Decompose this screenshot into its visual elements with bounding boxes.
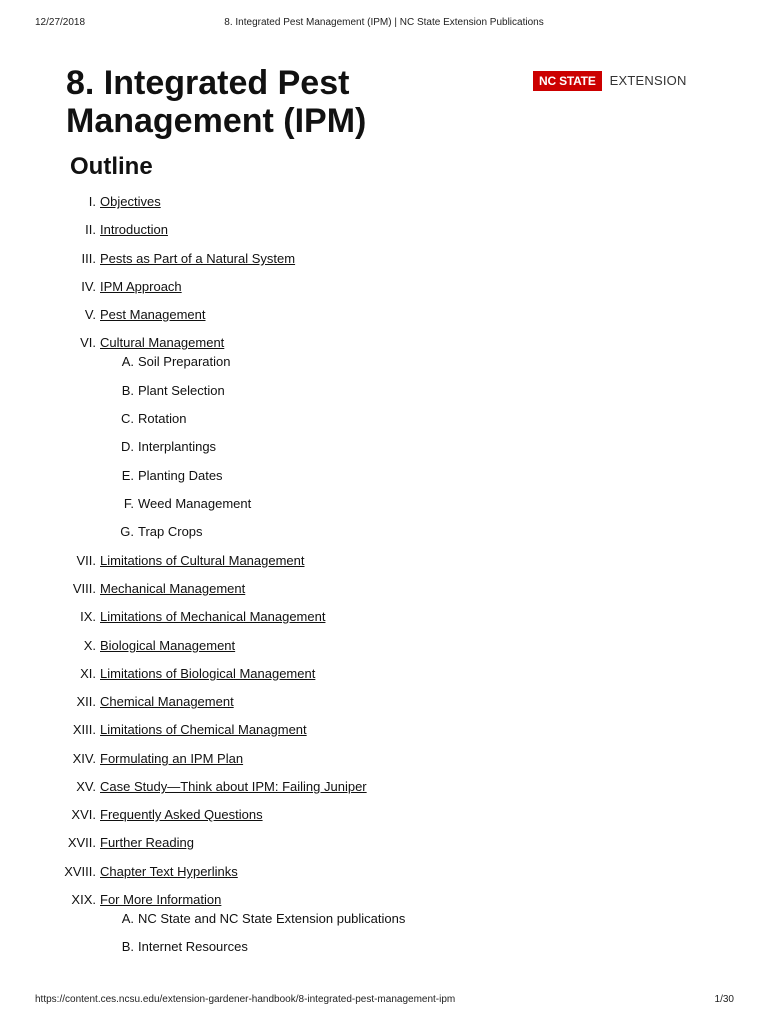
outline-subitem [0, 495, 768, 513]
outline-heading: Outline [70, 153, 153, 180]
outline-item-number: VII. [76, 553, 96, 568]
outline-subitem-label: Trap Crops [138, 524, 203, 539]
outline-item-number: XIV. [72, 751, 96, 766]
outline-item [0, 834, 768, 852]
outline-item [0, 693, 768, 711]
outline-item-number: XV. [76, 779, 96, 794]
outline-link-chemical-management[interactable]: Chemical Management [100, 694, 234, 709]
outline-link-cultural-management[interactable]: Cultural Management [100, 335, 225, 350]
outline-item-number: X. [83, 638, 96, 653]
outline-item-number: XI. [80, 666, 96, 681]
logo-extension: EXTENSION [609, 73, 687, 88]
outline-subitem-letter: F. [123, 496, 134, 511]
outline-subitem-letter: A. [121, 911, 134, 926]
outline-link-pest-management[interactable]: Pest Management [100, 307, 206, 322]
print-page-number: 1/30 [714, 994, 734, 1005]
outline-subitem-letter: B. [121, 939, 134, 954]
print-header [0, 17, 768, 31]
outline-subitem-label: Internet Resources [138, 939, 248, 954]
outline-item [0, 778, 768, 796]
outline-item [0, 250, 768, 268]
outline-link-biological-management[interactable]: Biological Management [100, 638, 236, 653]
outline-item-number: VI. [80, 335, 96, 350]
outline-item-number: XII. [76, 694, 96, 709]
outline-item [0, 306, 768, 324]
outline-subitem [0, 910, 768, 928]
outline-link-formulating-ipm-plan[interactable]: Formulating an IPM Plan [100, 751, 244, 766]
outline-link-chapter-hyperlinks[interactable]: Chapter Text Hyperlinks [100, 864, 238, 879]
outline-subitem [0, 353, 768, 371]
outline-item-number: XIX. [71, 892, 96, 907]
print-date: 12/27/2018 [35, 17, 86, 28]
page-title: 8. Integrated Pest Management (IPM) [66, 64, 367, 140]
outline-item-number: XVI. [71, 807, 96, 822]
outline-item-number: III. [81, 251, 96, 266]
outline-item-number: II. [85, 222, 96, 237]
outline-item [0, 750, 768, 768]
outline-link-limitations-chemical[interactable]: Limitations of Chemical Managment [100, 722, 307, 737]
outline-item-number: XVIII. [64, 864, 96, 879]
outline-subitem [0, 467, 768, 485]
print-footer [0, 994, 768, 1008]
outline-item [0, 278, 768, 296]
logo-nc-state: NC STATE [533, 71, 602, 91]
outline-subitem-label: Weed Management [138, 496, 252, 511]
outline-item-number: IV. [81, 279, 96, 294]
outline-subitem-letter: A. [121, 354, 134, 369]
outline-link-ipm-approach[interactable]: IPM Approach [100, 279, 182, 294]
outline-item [0, 193, 768, 211]
outline-item-number: XVII. [67, 835, 96, 850]
outline-item [0, 552, 768, 570]
outline-item-number: V. [84, 307, 96, 322]
outline-subitem-label: Soil Preparation [138, 354, 231, 369]
outline-item-number: VIII. [72, 581, 96, 596]
outline-subitem-label: Interplantings [138, 439, 217, 454]
outline-item [0, 863, 768, 881]
outline-link-further-reading[interactable]: Further Reading [100, 835, 194, 850]
outline-subitem-letter: E. [121, 468, 134, 483]
outline-item [0, 580, 768, 598]
outline-subitem-letter: C. [121, 411, 134, 426]
outline-subitem-letter: D. [121, 439, 134, 454]
outline-item [0, 721, 768, 739]
outline-item-number: XIII. [72, 722, 96, 737]
outline-item [0, 334, 768, 352]
outline-link-case-study[interactable]: Case Study—Think about IPM: Failing Juniper [100, 779, 367, 794]
outline-link-objectives[interactable]: Objectives [100, 194, 161, 209]
outline-link-more-information[interactable]: For More Information [100, 892, 222, 907]
outline-subitem [0, 382, 768, 400]
outline-link-faq[interactable]: Frequently Asked Questions [100, 807, 263, 822]
outline-item [0, 891, 768, 909]
outline-link-limitations-mechanical[interactable]: Limitations of Mechanical Management [100, 609, 326, 624]
outline-subitem-label: Plant Selection [138, 383, 225, 398]
nc-state-extension-logo[interactable] [533, 71, 687, 91]
outline-item-number: I. [88, 194, 96, 209]
outline-item [0, 221, 768, 239]
outline-subitem [0, 410, 768, 428]
outline-link-pests-natural-system[interactable]: Pests as Part of a Natural System [100, 251, 296, 266]
outline-subitem-letter: B. [121, 383, 134, 398]
print-doc-title: 8. Integrated Pest Management (IPM) | NC State Extension Publications [224, 17, 544, 28]
print-url: https://content.ces.ncsu.edu/extension-gardener-handbook/8-integrated-pest-management-ipm [35, 994, 456, 1005]
outline-item-number: IX. [80, 609, 96, 624]
outline-item [0, 608, 768, 626]
outline-subitem-label: NC State and NC State Extension publications [138, 911, 406, 926]
outline-item [0, 637, 768, 655]
outline-subitem [0, 523, 768, 541]
outline-subitem-letter: G. [120, 524, 134, 539]
outline-subitem [0, 938, 768, 956]
outline-item [0, 806, 768, 824]
outline-link-mechanical-management[interactable]: Mechanical Management [100, 581, 246, 596]
outline-link-introduction[interactable]: Introduction [100, 222, 168, 237]
outline-link-limitations-cultural[interactable]: Limitations of Cultural Management [100, 553, 305, 568]
outline-subitem-label: Rotation [138, 411, 187, 426]
outline-link-limitations-biological[interactable]: Limitations of Biological Management [100, 666, 316, 681]
outline-subitem [0, 438, 768, 456]
outline-item [0, 665, 768, 683]
outline-subitem-label: Planting Dates [138, 468, 223, 483]
